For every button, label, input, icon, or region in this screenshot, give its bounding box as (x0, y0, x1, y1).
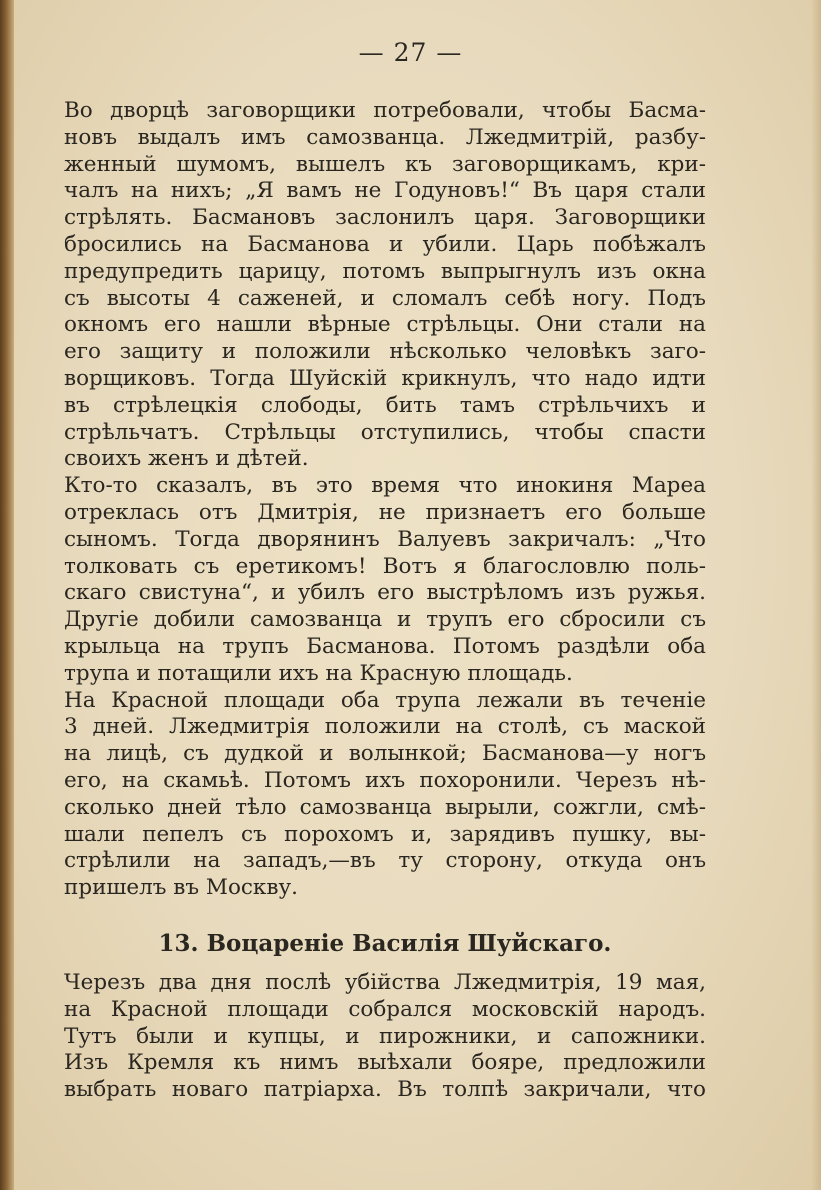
text-line: своихъ женъ и дѣтей. (64, 446, 309, 472)
text-line: его защиту и положили нѣсколько человѣкъ заго- (64, 339, 706, 365)
text-line: его, на скамьѣ. Потомъ ихъ похоронили. Черезъ нѣ- (64, 767, 706, 793)
text-line: сыномъ. Тогда дворянинъ Валуевъ закричалъ: „Что (64, 526, 706, 552)
text-line: 3 дней. Лжедмитрія положили на столѣ, съ маской (64, 714, 706, 740)
text-line: Во дворцѣ заговорщики потребовали, чтобы Басма- (64, 98, 706, 123)
page-number: — 27 — (358, 38, 463, 67)
text-line: Изъ Кремля къ нимъ выѣхали бояре, предложили (64, 1050, 706, 1076)
text-line: сколько дней тѣло самозванца вырыли, сожгли, смѣ- (64, 794, 706, 820)
text-line: чалъ на нихъ; „Я вамъ не Годуновъ!“ Въ царя стали (64, 178, 706, 204)
text-line: трупа и потащили ихъ на Красную площадь. (64, 660, 573, 686)
text-line: На Красной площади оба трупа лежали въ теченіе (64, 687, 706, 713)
text-line: на лицѣ, съ дудкой и волынкой; Басманова—у ногъ (64, 741, 706, 767)
text-line: стрѣльчатъ. Стрѣльцы отступились, чтобы спасти (64, 419, 706, 445)
text-line: на Красной площади собрался московскій народъ. (64, 996, 706, 1022)
text-line: пришелъ въ Москву. (64, 875, 298, 901)
text-line: стрѣлили на западъ,—въ ту сторону, откуда онъ (64, 848, 706, 874)
text-line: Черезъ два дня послѣ убійства Лжедмитрія, 19 мая, (64, 970, 706, 995)
text-line: съ высоты 4 саженей, и сломалъ себѣ ногу. Подъ (64, 285, 706, 311)
text-line: женный шумомъ, вышелъ къ заговорщикамъ, кри- (64, 151, 706, 177)
body-text (64, 98, 706, 902)
text-line: толковать съ еретикомъ! Вотъ я благословлю поль- (64, 553, 706, 579)
section-body-text (64, 970, 706, 1104)
text-line: выбрать новаго патріарха. Въ толпѣ закричали, что (64, 1077, 706, 1103)
text-line: окномъ его нашли вѣрные стрѣльцы. Они стали на (64, 312, 706, 338)
text-line: новъ выдалъ имъ самозванца. Лжедмитрій, разбу- (64, 124, 706, 150)
page-edge (811, 0, 821, 1190)
text-line: крыльца на трупъ Басманова. Потомъ раздѣли оба (64, 633, 706, 659)
text-line: скаго свистуна“, и убилъ его выстрѣломъ изъ ружья. (64, 580, 706, 606)
text-line: ворщиковъ. Тогда Шуйскій крикнулъ, что надо идти (64, 365, 706, 391)
text-line: въ стрѣлецкія слободы, бить тамъ стрѣльчихъ и (64, 392, 706, 418)
text-line: Тутъ были и купцы, и пирожники, и сапожники. (64, 1023, 706, 1049)
text-line: отреклась отъ Дмитрія, не признаетъ его больше (64, 499, 706, 525)
book-spine-shadow (0, 0, 14, 1190)
text-line: бросились на Басманова и убили. Царь побѣжалъ (64, 231, 706, 257)
text-line: предупредить царицу, потомъ выпрыгнулъ изъ окна (64, 258, 706, 284)
text-line: Кто-то сказалъ, въ это время что инокиня Мареа (64, 473, 706, 499)
text-line: Другіе добили самозванца и трупъ его сбросили съ (64, 607, 706, 633)
text-line: шали пепелъ съ порохомъ и, зарядивъ пушку, вы- (64, 821, 706, 847)
section-heading: 13. Воцареніе Василія Шуйскаго. (158, 930, 612, 957)
text-line: стрѣлять. Басмановъ заслонилъ царя. Заговорщики (64, 205, 706, 231)
